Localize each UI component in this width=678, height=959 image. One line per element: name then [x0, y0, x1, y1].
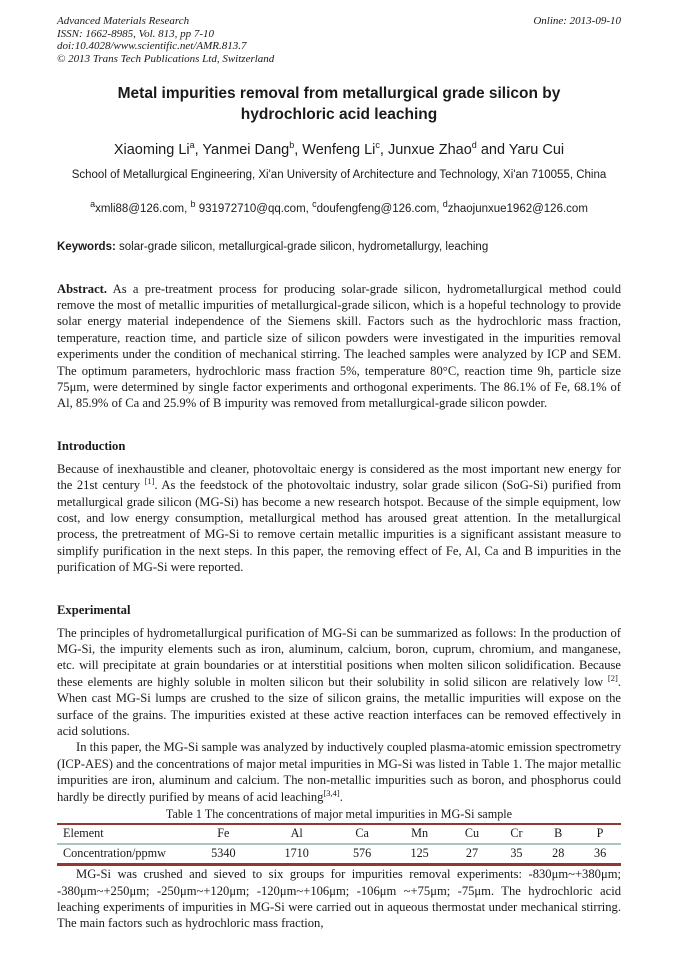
email-2-affmark: b [190, 198, 196, 209]
author-3-affmark: c [375, 140, 380, 151]
author-separator: and [476, 142, 509, 159]
table-row [57, 844, 621, 865]
table-cell: 576 [352, 846, 372, 861]
citation-ref-1: [1] [144, 476, 155, 486]
section-heading-experimental: Experimental [57, 602, 131, 617]
abstract-text: As a pre-treatment process for producing solar-grade silicon, hydrometallurgical method could remove the most of metallic impurities of metallurgical-grade silicon, which is a hopeful technology to provide solar energy material independence of the Siemens skill. Factors such as the hydrochloric mass fraction, temperature, reaction time, and particle size of silicon powders were investigated in the impurities removal experiments under the condition of mechanical stirring. The leached samples were analyzed by ICP and SEM. The optimum parameters, hydrochloric mass fraction 5%, temperature 80°C, reaction time 9h, particle size 75μm, were determined by single factor experiments and orthogonal experiments. The 86.1% of Fe, 68.1% of Al, 85.9% of Ca and 25.9% of B impurity was removed from metallurgical-grade silicon powder. [57, 281, 621, 411]
paper-title: Metal impurities removal from metallurgical grade silicon by hydrochloric acid leaching [117, 85, 561, 124]
impurities-table [57, 823, 621, 866]
author-4-affmark: d [471, 140, 477, 151]
table-1 [57, 807, 621, 866]
table-cell: 35 [510, 846, 523, 861]
keywords-label: Keywords: [57, 240, 116, 253]
author-separator: , [294, 142, 303, 159]
affiliation-line: School of Metallurgical Engineering, Xi'an University of Architecture and Technology, Xi'an 710055, China [71, 169, 607, 182]
table-cell: 5340 [211, 846, 236, 861]
abstract-label: Abstract. [57, 281, 108, 296]
table-cell: 28 [552, 846, 565, 861]
author-1-affmark: a [189, 140, 195, 151]
email-3-affmark: c [312, 198, 317, 209]
journal-name: Advanced Materials Research [57, 15, 190, 27]
table-header-cell: Fe [217, 826, 230, 841]
journal-info-block [57, 15, 274, 65]
email-1: xmli88@126.com, [95, 202, 191, 215]
email-1-affmark: a [90, 198, 96, 209]
table-cell: 27 [465, 846, 479, 861]
introduction-paragraph [57, 461, 621, 576]
author-4: Junxue Zhao [387, 142, 472, 159]
email-3: doufengfeng@126.com, [316, 202, 443, 215]
email-2: 931972710@qq.com, [195, 202, 313, 215]
author-1: Xiaoming Li [113, 142, 190, 159]
keywords-line [57, 240, 621, 255]
experimental-text-3: In this paper, the MG-Si sample was analyzed by inductively coupled plasma-atomic emission spectrometry (ICP-AES) and the concentrations of major metal impurities in MG-Si was listed in Table 1. The major metallic impurities are iron, aluminum and calcium. The non-metallic impurities such as boron, and phosphorus could hardly be directly purified by means of acid leaching [57, 740, 621, 804]
table-header-cell: B [554, 826, 563, 841]
email-line [57, 197, 621, 217]
running-head [57, 15, 621, 65]
email-4: zhaojunxue1962@126.com [447, 202, 588, 215]
table-header-cell: Cr [510, 826, 523, 841]
experimental-text-4: . [339, 789, 343, 804]
table-header-cell: Cu [464, 826, 480, 841]
citation-ref-2: [2] [607, 672, 618, 683]
experimental-paragraph-1 [57, 625, 621, 740]
table-cell: 1710 [284, 846, 309, 861]
issn-volume-line: ISSN: 1662-8985, Vol. 813, pp 7-10 [57, 27, 215, 40]
closing-paragraph: MG-Si was crushed and sieved to six groups for impurities removal experiments: -830μm~+380μm; -380μm~+250μm; -250μm~+120μm; -120μm~+106μm; -106μm ~+75μm; -75μm. The hydrochloric acid leaching experiments of impurities in MG-Si were carried out in aqueous thermostat under mechanical stirring. The main factors such as hydrochloric mass fraction, [57, 867, 621, 931]
section-heading-introduction: Introduction [57, 438, 126, 453]
online-date: Online: 2013-09-10 [533, 15, 621, 27]
author-2: Yanmei Dang [202, 142, 290, 159]
author-2-affmark: b [289, 140, 295, 151]
abstract-paragraph [57, 281, 621, 412]
table-header-cell: Ca [355, 826, 369, 841]
table-1-caption: Table 1 The concentrations of major metal impurities in MG-Si sample [165, 807, 513, 822]
introduction-text-2: . As the feedstock of the photovoltaic industry, solar grade silicon (SoG-Si) purified from metallurgical grade silicon (MG-Si) has become a new research hotspot. Because of the simple equipment, low cost, and low energy consumption, metallurgical method has aroused great attention. In the metallurgical process, the pretreatment of MG-Si to remove certain metallic impurities is a significant assistant measure to simplify purification in the next steps. In this paper, the removing effect of Fe, Al, Ca and B impurities in the purification of MG-Si were reported. [57, 478, 621, 575]
table-row-label: Concentration/ppmw [63, 846, 166, 861]
keywords-text: solar-grade silicon, metallurgical-grade silicon, hydrometallurgy, leaching [115, 240, 489, 253]
author-line [57, 136, 621, 159]
author-5: Yaru Cui [508, 142, 565, 159]
table-header-cell: Element [63, 826, 104, 841]
email-4-affmark: d [442, 198, 448, 209]
experimental-text-2: . When cast MG-Si lumps are crushed to the size of silicon grains, the metallic impurities will expose on the surface of the grains. The impurities existed at these active reaction interfaces can be removed effectively in acid solutions. [57, 674, 621, 739]
table-cell: 125 [410, 846, 429, 861]
experimental-paragraph-2 [57, 739, 621, 805]
table-header-row [57, 824, 621, 844]
citation-ref-3-4: [3,4] [323, 787, 340, 798]
copyright-line: © 2013 Trans Tech Publications Ltd, Switzerland [57, 52, 275, 65]
experimental-text-1: The principles of hydrometallurgical purification of MG-Si can be summarized as follows: In the production of MG-Si, the impurity elements such as iron, aluminum, calcium, boron, cuprum, chromium, and manganese, etc. will precipitate at grain boundaries or at interstitial positions when molten silicon solidification. Because these elements are highly soluble in molten silicon but their solubility in solid silicon are relatively low [57, 625, 621, 689]
author-3: Wenfeng Li [302, 142, 376, 159]
doi-line: doi:10.4028/www.scientific.net/AMR.813.7 [57, 40, 247, 53]
table-cell: 36 [593, 846, 607, 861]
table-header-cell: Mn [411, 826, 429, 841]
author-separator: , [194, 142, 203, 159]
table-header-cell: Al [290, 826, 303, 841]
author-separator: , [379, 142, 388, 159]
introduction-text-1: Because of inexhaustible and cleaner, photovoltaic energy is considered as the most important new energy for the 21st century [57, 461, 621, 493]
table-header-cell: P [596, 826, 604, 841]
